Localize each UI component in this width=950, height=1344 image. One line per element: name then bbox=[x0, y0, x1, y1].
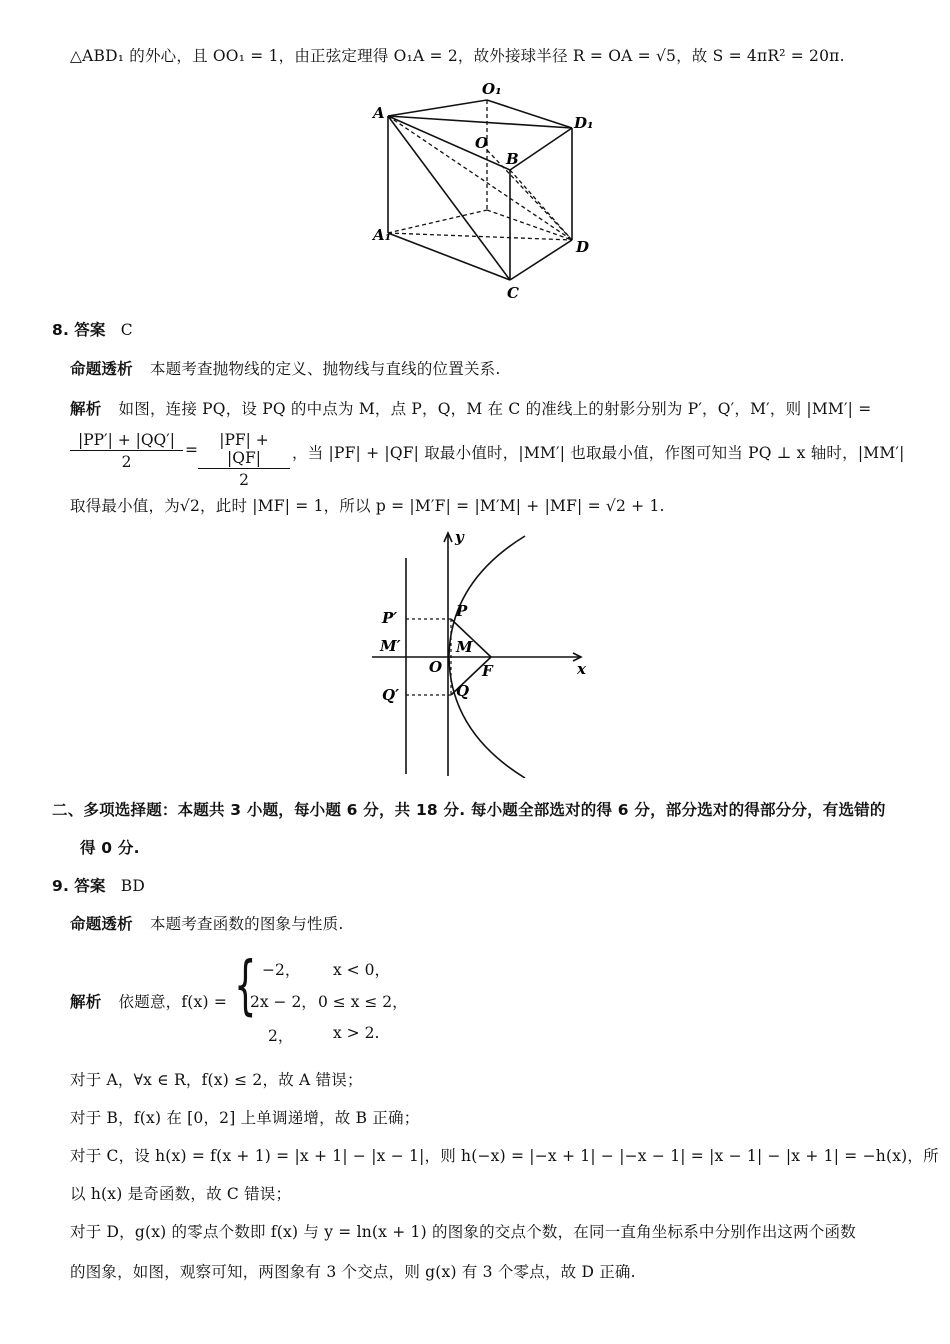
q9-analysis-prefix: 依题意，f(x) = bbox=[118, 993, 228, 1011]
case-3-condition: x > 2. bbox=[333, 1024, 380, 1042]
edge-A-O1 bbox=[388, 100, 487, 116]
section2-line1: 二、多项选择题：本题共 3 小题，每小题 6 分，共 18 分. 每小题全部选对的得 6 分，部分选对的得部分分，有选错的 bbox=[52, 801, 886, 819]
q9-heading bbox=[52, 874, 145, 896]
q9-insight-label: 命题透析 bbox=[70, 915, 133, 933]
q9-line-C1: 对于 C，设 h(x) = f(x + 1) = |x + 1| − |x − 1|，则 h(−x) = |−x + 1| − |−x − 1| = |x − 1| − |x + 1| = −h(x)，所 bbox=[70, 1147, 939, 1165]
case-1-value: −2， bbox=[262, 961, 301, 979]
label-A1: A₁ bbox=[373, 226, 392, 244]
edge-A-C bbox=[388, 116, 510, 280]
q8-insight bbox=[70, 357, 500, 379]
q9-line-D2: 的图象，如图，观察可知，两图象有 3 个交点，则 g(x) 有 3 个零点，故 D 正确. bbox=[70, 1263, 636, 1281]
label-D: D bbox=[576, 238, 590, 256]
case-3-value: 2， bbox=[268, 1027, 294, 1045]
q9-line-D1: 对于 D，g(x) 的零点个数即 f(x) 与 y = ln(x + 1) 的图象的交点个数，在同一直角坐标系中分别作出这两个函数 bbox=[70, 1223, 856, 1241]
q8-heading bbox=[52, 318, 133, 340]
q8-answer: C bbox=[120, 321, 133, 339]
label-P-prime: P′ bbox=[382, 609, 398, 627]
q8-analysis-text1: 如图，连接 PQ，设 PQ 的中点为 M，点 P，Q，M 在 C 的准线上的射影分别为 P′，Q′，M′，则 |MM′| = bbox=[118, 400, 872, 418]
label-C: C bbox=[507, 284, 519, 302]
edge-D1-B bbox=[510, 128, 572, 170]
q8-frac1-num: |PP′| + |QQ′| bbox=[70, 431, 183, 451]
q8-analysis-line1 bbox=[70, 397, 871, 419]
label-P: P bbox=[456, 602, 468, 620]
q9-insight bbox=[70, 912, 343, 934]
q8-frac1-den: 2 bbox=[121, 453, 132, 471]
q8-analysis-line2: ，当 |PF| + |QF| 取最小值时，|MM′| 也取最小值，作图可知当 PQ ⊥ x 轴时，|MM′| bbox=[292, 444, 905, 462]
q8-insight-label: 命题透析 bbox=[70, 360, 133, 378]
q9-line-C2: 以 h(x) 是奇函数，故 C 错误； bbox=[70, 1185, 292, 1203]
label-B: B bbox=[506, 150, 519, 168]
label-D1: D₁ bbox=[574, 114, 594, 132]
piecewise-brace: { bbox=[234, 949, 257, 1023]
case-2-value: 2x − 2， bbox=[250, 993, 317, 1011]
case-2-condition: 0 ≤ x ≤ 2， bbox=[318, 993, 408, 1011]
q8-frac2-den: 2 bbox=[239, 471, 249, 489]
intro-line: △ABD₁ 的外心，且 OO₁ = 1，由正弦定理得 O₁A = 2，故外接球半径 R = OA = √5，故 S = 4πR² = 20π. bbox=[70, 47, 845, 65]
q9-line-B: 对于 B，f(x) 在 [0，2] 上单调递增，故 B 正确； bbox=[70, 1109, 420, 1127]
q8-analysis-label: 解析 bbox=[70, 400, 102, 418]
label-O: O bbox=[429, 658, 443, 676]
q8-equals: = bbox=[185, 441, 199, 459]
q9-answer: BD bbox=[120, 877, 145, 895]
q9-line-A: 对于 A，∀x ∈ R，f(x) ≤ 2，故 A 错误； bbox=[70, 1071, 363, 1089]
prism-figure bbox=[370, 78, 600, 303]
label-F: F bbox=[482, 662, 493, 680]
q8-fraction2 bbox=[198, 431, 290, 489]
q9-answer-label: 答案 bbox=[74, 877, 106, 895]
label-O1: O₁ bbox=[482, 80, 502, 98]
q8-insight-text: 本题考查抛物线的定义、抛物线与直线的位置关系. bbox=[149, 360, 501, 378]
section2-line2: 得 0 分. bbox=[80, 839, 140, 857]
label-Q: Q bbox=[456, 682, 470, 700]
label-A: A bbox=[373, 104, 385, 122]
edge-C-D bbox=[510, 240, 572, 280]
label-Q-prime: Q′ bbox=[382, 686, 400, 704]
label-x: x bbox=[577, 660, 586, 678]
q8-fraction1 bbox=[70, 431, 183, 471]
label-O: O bbox=[475, 134, 489, 152]
parabola-figure bbox=[370, 528, 600, 778]
edge-A-D1 bbox=[388, 116, 572, 128]
label-M: M bbox=[456, 638, 473, 656]
q8-analysis-line3: 取得最小值，为√2，此时 |MF| = 1，所以 p = |M′F| = |M′M| + |MF| = √2 + 1. bbox=[70, 497, 665, 515]
q9-number: 9. bbox=[52, 877, 70, 895]
q8-number: 8. bbox=[52, 321, 70, 339]
case-1-condition: x < 0， bbox=[333, 961, 390, 979]
label-M-prime: M′ bbox=[380, 637, 401, 655]
label-y: y bbox=[455, 528, 464, 546]
q9-insight-text: 本题考查函数的图象与性质. bbox=[149, 915, 344, 933]
hidden-O-D bbox=[487, 150, 572, 240]
q8-answer-label: 答案 bbox=[74, 321, 106, 339]
q9-analysis bbox=[70, 990, 227, 1012]
q9-analysis-label: 解析 bbox=[70, 993, 102, 1011]
q8-frac2-num: |PF| + |QF| bbox=[198, 431, 290, 469]
edge-A-B bbox=[388, 116, 510, 170]
